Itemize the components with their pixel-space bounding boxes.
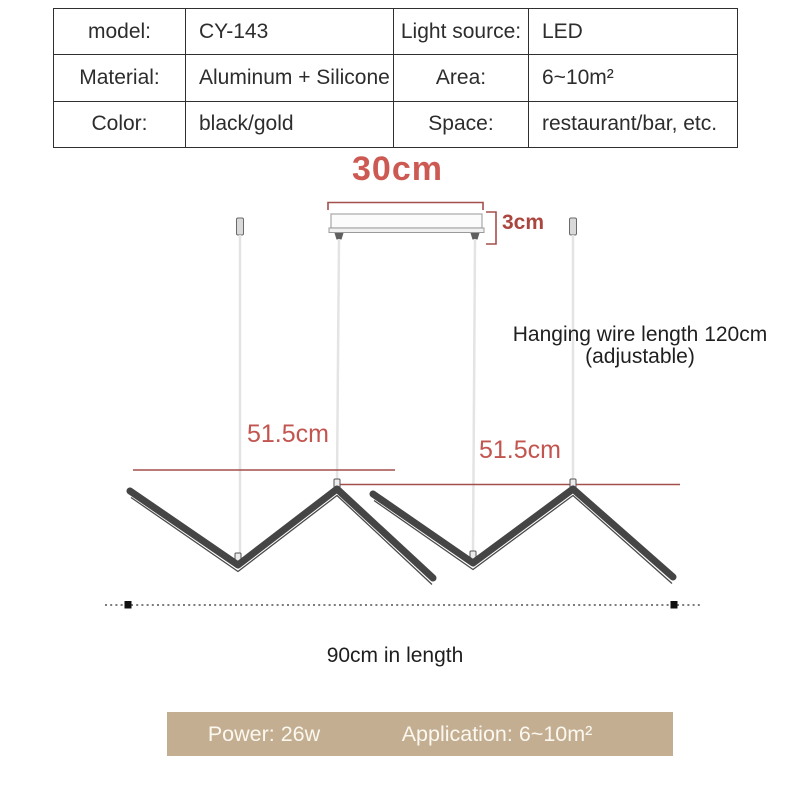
ceiling-canopy [331, 214, 482, 228]
wire-end-cap-left [237, 218, 244, 235]
spec-label-color: Color: [54, 101, 186, 147]
overall-length-label: 90cm in length [326, 644, 464, 667]
dotted-line-end-marker-left [125, 601, 132, 609]
application-label: Application: 6~10m² [401, 722, 593, 746]
spec-label-space: Space: [394, 101, 529, 147]
spec-label-model: model: [54, 9, 186, 55]
canopy-depth-dimension-bracket [486, 212, 496, 244]
canopy-screw-left [335, 233, 344, 240]
bar2-length-label: 51.5cm [479, 436, 561, 464]
canopy-bottom-plate [329, 228, 484, 233]
hanging-wire-note-line2: (adjustable) [585, 345, 695, 368]
spec-value-space: restaurant/bar, etc. [529, 101, 738, 147]
bar1-length-label: 51.5cm [247, 420, 329, 448]
canopy-width-dimension-line [328, 203, 483, 211]
spec-value-light-source: LED [529, 9, 738, 55]
power-label: Power: 26w [207, 722, 321, 746]
wire-end-cap-right [570, 218, 577, 235]
spec-value-material: Aluminum + Silicone [186, 55, 394, 101]
canopy-screw-right [471, 233, 480, 240]
spec-label-material: Material: [54, 55, 186, 101]
spec-value-area: 6~10m² [529, 55, 738, 101]
spec-label-light-source: Light source: [394, 9, 529, 55]
dotted-line-end-marker-right [671, 601, 678, 609]
spec-value-model: CY-143 [186, 9, 394, 55]
spec-label-area: Area: [394, 55, 529, 101]
hanging-wire-note [500, 324, 780, 368]
spec-value-color: black/gold [186, 101, 394, 147]
hanging-wire-note-line1: Hanging wire length 120cm [512, 323, 768, 346]
canopy-depth-label: 3cm [502, 211, 545, 234]
canopy-width-label: 30cm [352, 150, 443, 188]
hanging-wire-3 [473, 239, 475, 554]
footer-banner [167, 712, 673, 756]
